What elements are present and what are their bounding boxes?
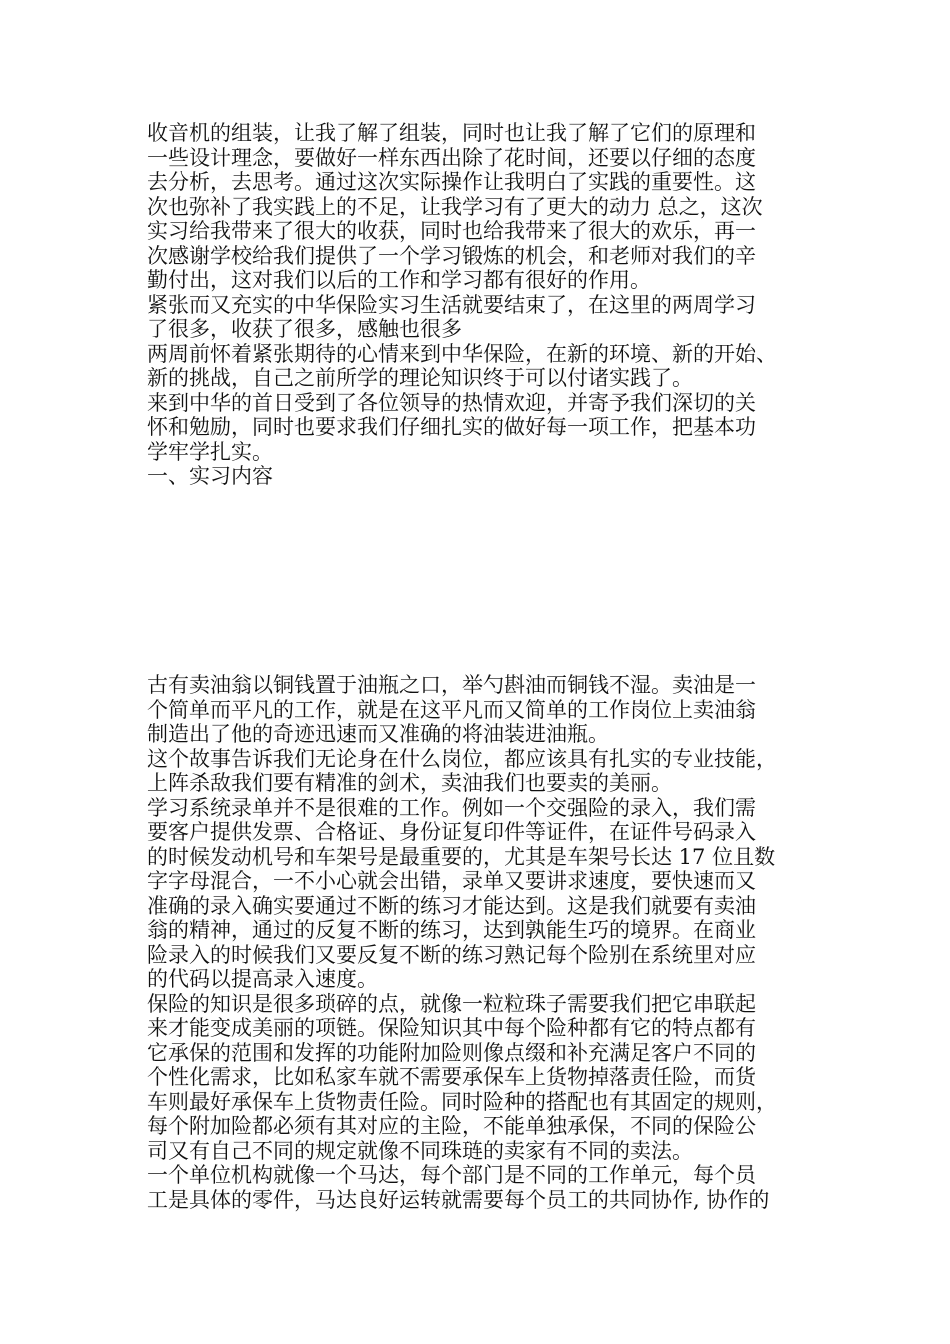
text-line: 要客户提供发票、合格证、身份证复印件等证件，在证件号码录入 <box>147 820 756 844</box>
text-block-bottom <box>147 673 807 1212</box>
text-line: 实习给我带来了很大的收获，同时也给我带来了很大的欢乐，再一 <box>147 219 756 243</box>
text-line: 紧张而又充实的中华保险实习生活就要结束了，在这里的两周学习 <box>147 292 756 317</box>
text-line: 车则最好承保车上货物责任险。同时险种的搭配也有其固定的规则， <box>147 1089 777 1114</box>
text-line: 两周前怀着紧张期待的心情来到中华保险，在新的环境、新的开始、 <box>147 341 777 366</box>
text-block-top <box>147 121 807 489</box>
text-line: 司又有自己不同的规定就像不同珠琏的卖家有不同的卖法。 <box>147 1138 693 1163</box>
text-line: 勤付出，这对我们以后的工作和学习都有很好的作用。 <box>147 268 651 292</box>
text-line: 个性化需求，比如私家车就不需要承保车上货物掉落责任险，而货 <box>147 1065 756 1089</box>
text-line: 来到中华的首日受到了各位领导的热情欢迎，并寄予我们深切的关 <box>147 390 756 415</box>
text-line: 制造出了他的奇迹迅速而又准确的将油装进油瓶。 <box>147 722 609 746</box>
text-line: 翁的精神，通过的反复不断的练习，达到孰能生巧的境界。在商业 <box>147 918 756 942</box>
text-line: 准确的录入确实要通过不断的练习才能达到。这是我们就要有卖油 <box>147 893 756 918</box>
text-line: 个简单而平凡的工作，就是在这平凡而又简单的工作岗位上卖油翁 <box>147 697 756 722</box>
text-line: 怀和勉励，同时也要求我们仔细扎实的做好每一项工作，把基本功 <box>147 415 756 439</box>
text-line: 次也弥补了我实践上的不足，让我学习有了更大的动力 总之，这次 <box>147 194 763 219</box>
text-line: 古有卖油翁以铜钱置于油瓶之口，举勺斟油而铜钱不湿。卖油是一 <box>147 673 756 697</box>
text-line: 新的挑战，自己之前所学的理论知识终于可以付诸实践了。 <box>147 366 693 390</box>
text-line: 一些设计理念，要做好一样东西出除了花时间，还要以仔细的态度 <box>147 145 756 170</box>
text-line: 工是具体的零件，马达良好运转就需要每个员工的共同协作, 协作的 <box>147 1187 770 1212</box>
text-line: 的代码以提高录入速度。 <box>147 967 378 991</box>
text-line: 上阵杀敌我们要有精准的剑术，卖油我们也要卖的美丽。 <box>147 771 672 795</box>
text-line: 一个单位机构就像一个马达，每个部门是不同的工作单元，每个员 <box>147 1163 756 1187</box>
text-line: 这个故事告诉我们无论身在什么岗位，都应该具有扎实的专业技能， <box>147 746 777 771</box>
text-line: 来才能变成美丽的项链。保险知识其中每个险种都有它的特点都有 <box>147 1016 756 1040</box>
text-line: 学牢学扎实。 <box>147 439 273 464</box>
text-line: 字字母混合，一不小心就会出错，录单又要讲求速度，要快速而又 <box>147 869 756 893</box>
text-line: 险录入的时候我们又要反复不断的练习熟记每个险别在系统里对应 <box>147 942 756 967</box>
text-line: 次感谢学校给我们提供了一个学习锻炼的机会，和老师对我们的辛 <box>147 243 756 268</box>
text-line: 去分析，去思考。通过这次实际操作让我明白了实践的重要性。这 <box>147 170 756 194</box>
text-line: 它承保的范围和发挥的功能附加险则像点缀和补充满足客户不同的 <box>147 1040 756 1065</box>
text-line: 了很多，收获了很多，感触也很多 <box>147 317 462 341</box>
text-line: 每个附加险都必须有其对应的主险，不能单独承保，不同的保险公 <box>147 1114 756 1138</box>
text-line: 保险的知识是很多琐碎的点，就像一粒粒珠子需要我们把它串联起 <box>147 991 756 1016</box>
text-line: 学习系统录单并不是很难的工作。例如一个交强险的录入，我们需 <box>147 795 756 820</box>
text-line: 收音机的组装，让我了解了组装，同时也让我了解了它们的原理和 <box>147 121 756 145</box>
text-line: 的时候发动机号和车架号是最重要的，尤其是车架号长达 17 位且数 <box>147 844 776 869</box>
section-heading: 一、实习内容 <box>147 464 273 488</box>
